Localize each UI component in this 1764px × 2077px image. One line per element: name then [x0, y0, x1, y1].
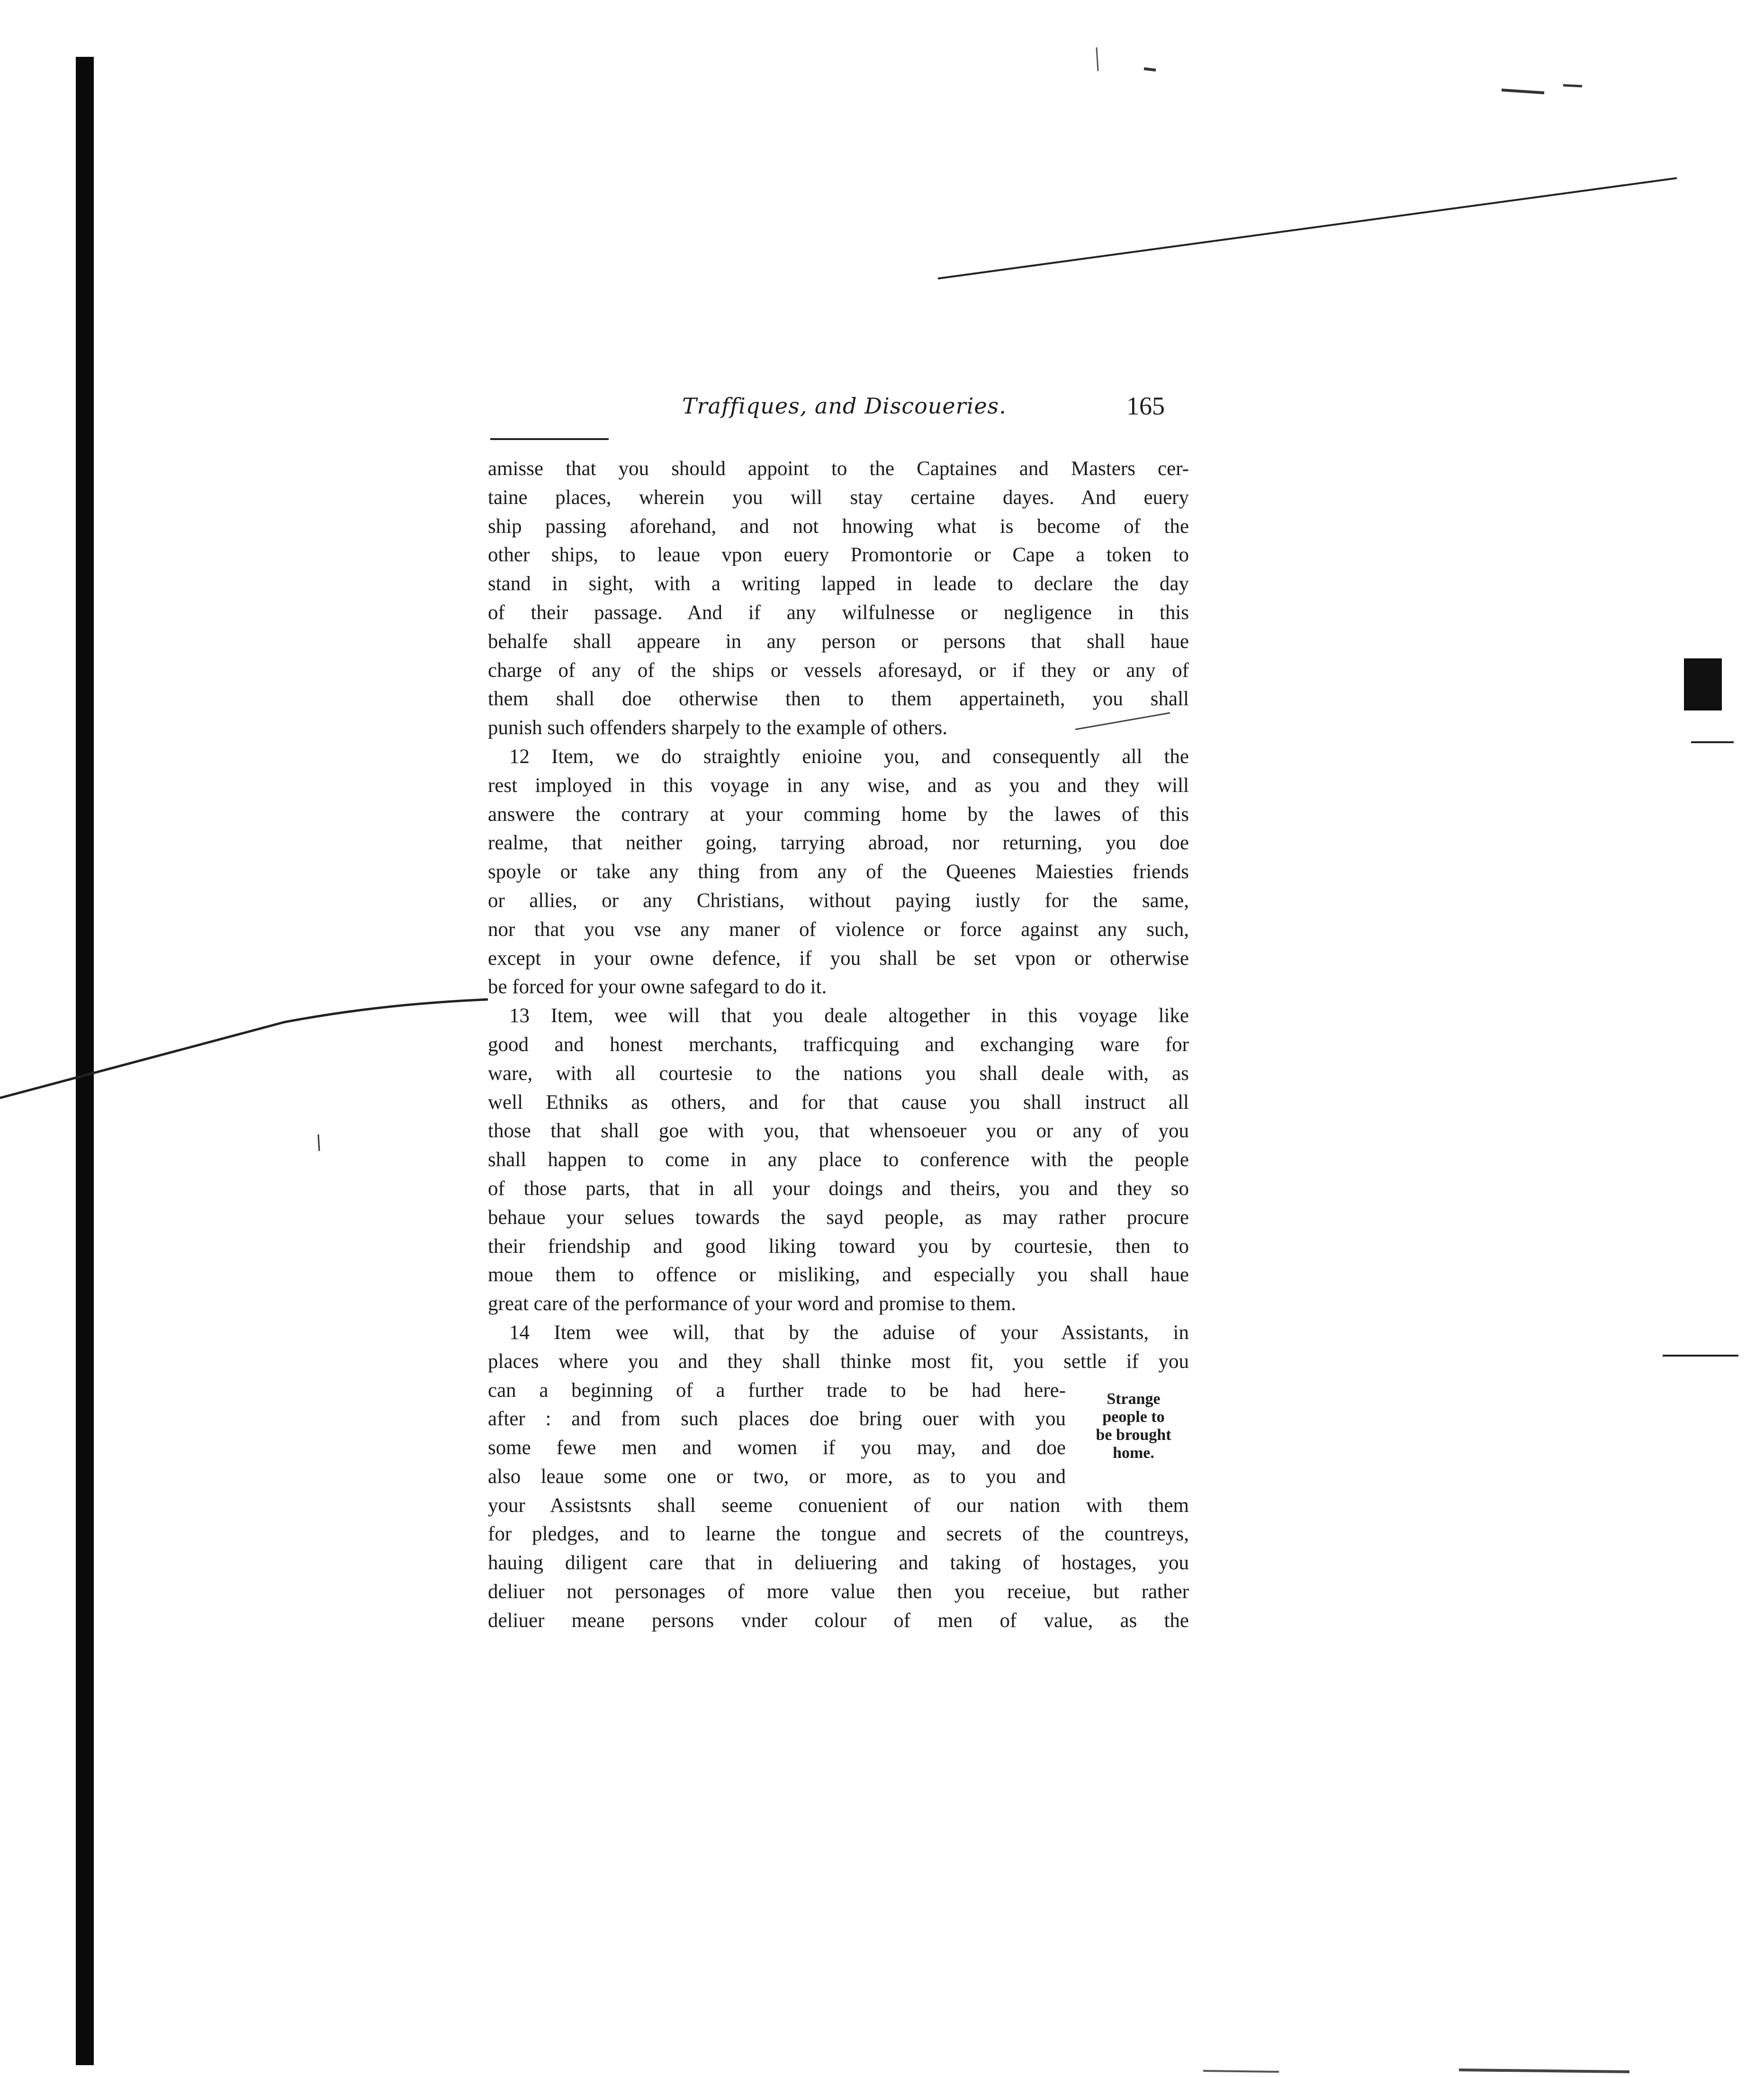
text-line: well Ethniks as others, and for that cause you shall instruct all: [488, 1091, 1189, 1114]
text-line: answere the contrary at your comming home by the lawes of this: [488, 803, 1189, 826]
text-line: except in your owne defence, if you shall be set vpon or otherwise: [488, 947, 1189, 970]
text-line: realme, that neither going, tarrying abroad, nor returning, you doe: [488, 832, 1189, 854]
text-line: their friendship and good liking toward you by courtesie, then to: [488, 1235, 1189, 1258]
text-line: after : and from such places doe bring ouer with you: [488, 1408, 1066, 1430]
margin-note-line: home.: [1113, 1444, 1154, 1462]
edge-mark: [1684, 658, 1722, 710]
text-line: or allies, or any Christians, without paying iustly for the same,: [488, 889, 1189, 912]
text-line: deliuer not personages of more value then you receiue, but rather: [488, 1581, 1189, 1603]
edge-tick: [1663, 1355, 1738, 1357]
text-line: hauing diligent care that in deliuering and taking of hostages, you: [488, 1552, 1189, 1574]
text-line: your Assistsnts shall seeme conuenient of our nation with them: [488, 1494, 1189, 1517]
running-head: Traffiques, and Discoueries.: [682, 393, 1007, 419]
text-line: amisse that you should appoint to the Captaines and Masters cer-: [488, 458, 1189, 480]
text-line: great care of the performance of your word and promise to them.: [488, 1293, 1017, 1315]
text-line: of those parts, that in all your doings and theirs, you and they so: [488, 1177, 1189, 1200]
text-line: behalfe shall appeare in any person or persons that shall haue: [488, 630, 1189, 653]
text-line: 14 Item wee will, that by the aduise of your Assistants, in: [509, 1321, 1189, 1344]
text-line: other ships, to leaue vpon euery Promontorie or Cape a token to: [488, 544, 1189, 566]
edge-tick: [1691, 741, 1734, 743]
text-line: taine places, wherein you will stay certaine dayes. And euery: [488, 486, 1189, 509]
text-line: places where you and they shall thinke most fit, you settle if you: [488, 1350, 1189, 1373]
text-line: for pledges, and to learne the tongue and secrets of the countreys,: [488, 1523, 1189, 1546]
text-line: shall happen to come in any place to conference with the people: [488, 1149, 1189, 1171]
text-line: 12 Item, we do straightly enioine you, and consequently all the: [509, 745, 1189, 768]
text-line: deliuer meane persons vnder colour of men of value, as the: [488, 1609, 1189, 1632]
header-rule: [490, 438, 609, 440]
margin-note: [1079, 1390, 1188, 1462]
text-line: moue them to offence or misliking, and especially you shall haue: [488, 1264, 1189, 1286]
margin-note-line: people to: [1102, 1408, 1165, 1426]
margin-note-line: Strange: [1107, 1390, 1161, 1408]
text-line: stand in sight, with a writing lapped in leade to declare the day: [488, 573, 1189, 595]
text-line: ware, with all courtesie to the nations you shall deale with, as: [488, 1062, 1189, 1085]
text-line: ship passing aforehand, and not hnowing what is become of the: [488, 515, 1189, 538]
text-line: can a beginning of a further trade to be had here-: [488, 1379, 1066, 1402]
text-line: be forced for your owne safegard to do it.: [488, 976, 827, 998]
text-line: charge of any of the ships or vessels aforesayd, or if they or any of: [488, 659, 1189, 682]
text-line: spoyle or take any thing from any of the Queenes Maiesties friends: [488, 861, 1189, 883]
text-line: nor that you vse any maner of violence or force against any such,: [488, 918, 1189, 941]
text-line: punish such offenders sharpely to the example of others.: [488, 717, 948, 739]
text-line: of their passage. And if any wilfulnesse or negligence in this: [488, 601, 1189, 624]
text-line: good and honest merchants, trafficquing and exchanging ware for: [488, 1033, 1189, 1056]
binding-shadow: [76, 57, 94, 2065]
text-line: some fewe men and women if you may, and doe: [488, 1437, 1066, 1459]
text-line: those that shall goe with you, that whensoeuer you or any of you: [488, 1120, 1189, 1142]
margin-note-line: be brought: [1096, 1426, 1171, 1444]
text-line: them shall doe otherwise then to them appertaineth, you shall: [488, 688, 1189, 710]
text-line: 13 Item, wee will that you deale altogether in this voyage like: [509, 1005, 1189, 1027]
text-line: also leaue some one or two, or more, as to you and: [488, 1465, 1066, 1488]
page-number: 165: [1126, 392, 1165, 420]
text-line: rest imployed in this voyage in any wise, and as you and they will: [488, 774, 1189, 797]
text-line: behaue your selues towards the sayd people, as may rather procure: [488, 1206, 1189, 1229]
